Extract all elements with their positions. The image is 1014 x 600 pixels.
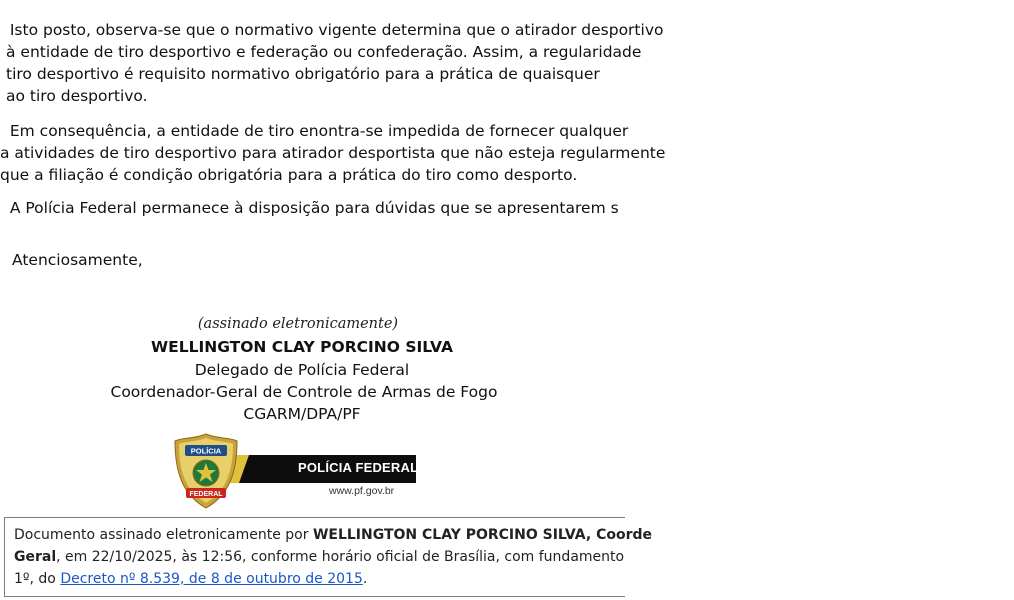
decree-link[interactable]: Decreto nº 8.539, de 8 de outubro de 2015: [60, 571, 363, 587]
policia-federal-banner: [159, 430, 419, 510]
paragraph-line: à entidade de tiro desportivo e federação ou confederação. Assim, a regularidade: [6, 43, 642, 61]
badge-top-text: POLÍCIA: [190, 446, 222, 456]
footer-prefix: Documento assinado eletronicamente por: [14, 527, 313, 543]
police-badge-icon: [173, 433, 239, 509]
paragraph-line: Em consequência, a entidade de tiro enontra-se impedida de fornecer qualquer: [0, 122, 629, 140]
footer-line-3: [14, 568, 1014, 590]
paragraph-filiacao: [0, 19, 1000, 107]
paragraph-line: a atividades de tiro desportivo para atirador desportista que não esteja regularmente: [0, 144, 666, 162]
signer-department: Coordenador-Geral de Controle de Armas de Fogo: [110, 383, 498, 401]
signer-role: Delegado de Polícia Federal: [194, 361, 410, 379]
signer-name: WELLINGTON CLAY PORCINO SILVA: [151, 338, 453, 356]
paragraph-line: A Polícia Federal permanece à disposição para dúvidas que se apresentarem s: [0, 199, 619, 217]
footer-line-2: [14, 546, 1014, 568]
paragraph-line: ao tiro desportivo.: [6, 87, 148, 105]
banner-website: www.pf.gov.br: [329, 485, 395, 497]
paragraph-line: Isto posto, observa-se que o normativo vigente determina que o atirador desportivo: [0, 21, 664, 39]
banner-title: POLÍCIA FEDERAL: [298, 460, 419, 475]
paragraph-line: tiro desportivo é requisito normativo obrigatório para a prática de quaisquer: [6, 65, 600, 83]
footer-role-fragment: , Coorde: [585, 527, 653, 543]
signer-unit: CGARM/DPA/PF: [243, 405, 361, 423]
badge-bottom-text: FEDERAL: [189, 490, 223, 498]
paragraph-line: que a filiação é condição obrigatória para a prática do tiro como desporto.: [0, 166, 578, 184]
signature-footer-text: [14, 524, 1014, 590]
footer-period: .: [362, 571, 368, 587]
paragraph-disposicao: [0, 197, 1000, 219]
signature-note: (assinado eletronicamente): [197, 316, 399, 332]
footer-article: 1º, do: [14, 571, 61, 587]
greeting: Atenciosamente,: [12, 251, 143, 269]
footer-datetime: , em 22/10/2025, às 12:56, conforme horário oficial de Brasília, com fundamento: [56, 549, 625, 565]
footer-role-end: Geral: [14, 549, 57, 565]
paragraph-consequencia: [0, 120, 1000, 186]
footer-line-1: [14, 524, 1014, 546]
footer-signer: WELLINGTON CLAY PORCINO SILVA: [312, 527, 586, 543]
